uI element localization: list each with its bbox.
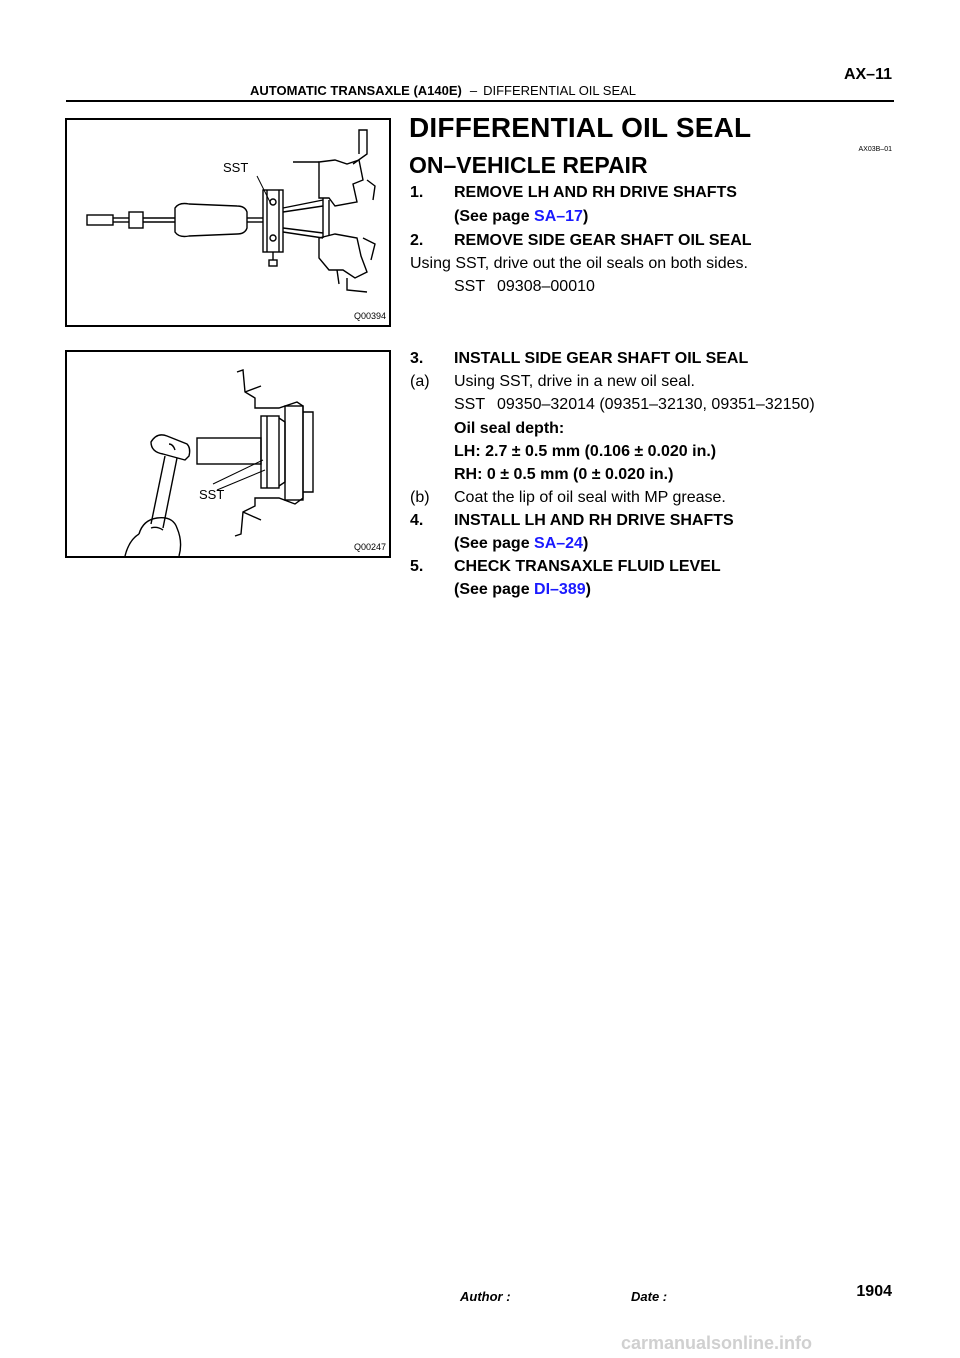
running-header — [250, 83, 636, 98]
figure-code: Q00247 — [353, 542, 386, 552]
header-section: DIFFERENTIAL OIL SEAL — [483, 83, 637, 98]
step-2-sst-label: SST — [454, 278, 486, 295]
step-3-text: INSTALL SIDE GEAR SHAFT OIL SEAL — [454, 350, 749, 367]
step-3a-sst-value: 09350–32014 (09351–32130, 09351–32150) — [497, 396, 815, 413]
page-code: AX–11 — [843, 66, 892, 83]
figure-label-sst: SST — [223, 160, 249, 175]
oil-seal-depth-lh: LH: 2.7 ± 0.5 mm (0.106 ± 0.020 in.) — [454, 443, 717, 460]
step-3-number: 3. — [410, 350, 424, 367]
step-3a-sst-label: SST — [454, 396, 486, 413]
link-sa-24[interactable]: SA–24 — [534, 535, 583, 552]
step-4-number: 4. — [410, 512, 424, 529]
step-5-number: 5. — [410, 558, 424, 575]
header-dash: – — [469, 83, 478, 98]
sst-installer-illustration — [67, 352, 389, 556]
step-3b-label: (b) — [410, 489, 430, 506]
step-4-see-page: (See page SA–24) — [454, 535, 589, 552]
figure-removal — [65, 118, 391, 327]
page-number: 1904 — [856, 1283, 892, 1300]
step-2-sst-value: 09308–00010 — [497, 278, 595, 295]
step-5-text: CHECK TRANSAXLE FLUID LEVEL — [454, 558, 721, 575]
oil-seal-depth-heading: Oil seal depth: — [454, 420, 565, 437]
step-2-description: Using SST, drive out the oil seals on both sides. — [410, 255, 748, 272]
step-1-see-page: (See page SA–17) — [454, 208, 589, 225]
link-di-389[interactable]: DI–389 — [534, 581, 586, 598]
figure-label-sst: SST — [199, 487, 225, 502]
figure-code: Q00394 — [353, 311, 386, 321]
date-label: Date : — [631, 1289, 668, 1304]
step-2-number: 2. — [410, 232, 424, 249]
step-1-text: REMOVE LH AND RH DRIVE SHAFTS — [454, 184, 737, 201]
step-4-text: INSTALL LH AND RH DRIVE SHAFTS — [454, 512, 734, 529]
step-1-number: 1. — [410, 184, 424, 201]
step-5-see-page: (See page DI–389) — [454, 581, 591, 598]
link-sa-17[interactable]: SA–17 — [534, 208, 583, 225]
author-label: Author : — [460, 1289, 511, 1304]
step-3a-label: (a) — [410, 373, 430, 390]
page-subtitle: ON–VEHICLE REPAIR — [409, 152, 648, 178]
step-2-text: REMOVE SIDE GEAR SHAFT OIL SEAL — [454, 232, 752, 249]
step-3a-text: Using SST, drive in a new oil seal. — [454, 373, 695, 390]
sst-puller-illustration — [67, 120, 389, 325]
watermark: carmanualsonline.info — [621, 1333, 813, 1353]
reference-code: AX03B–01 — [858, 146, 892, 153]
page-title: DIFFERENTIAL OIL SEAL — [409, 112, 752, 143]
step-3b-text: Coat the lip of oil seal with MP grease. — [454, 489, 726, 506]
header-rule — [66, 100, 894, 102]
figure-install — [65, 350, 391, 558]
oil-seal-depth-rh: RH: 0 ± 0.5 mm (0 ± 0.020 in.) — [454, 466, 674, 483]
manual-title: AUTOMATIC TRANSAXLE (A140E) — [250, 83, 462, 98]
